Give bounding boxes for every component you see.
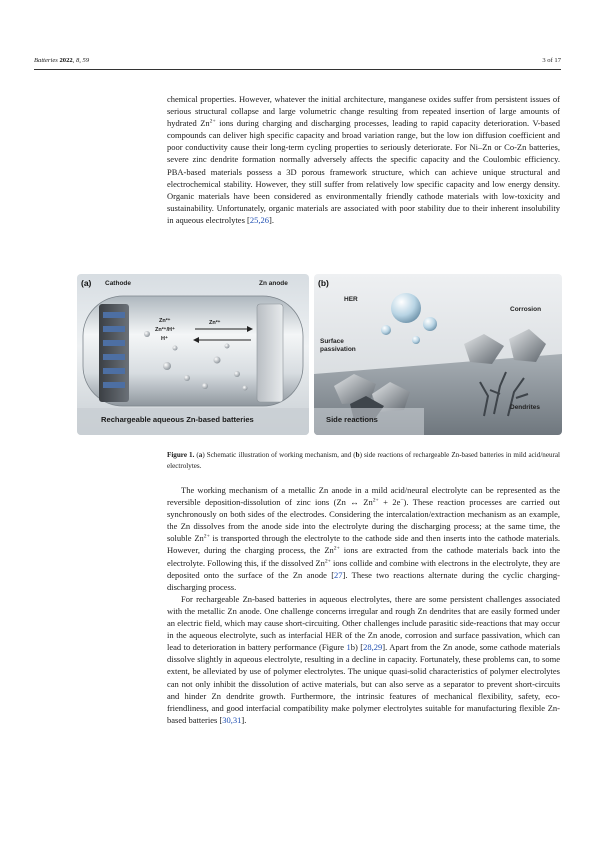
panel-b-label: (b) (318, 278, 329, 288)
panel-a-banner: Rechargeable aqueous Zn-based batteries (101, 415, 254, 424)
battery-schematic-illustration (77, 274, 309, 435)
header-rule (34, 69, 561, 70)
ion-label-zn: Zn²⁺ (159, 318, 171, 324)
corrosion-label: Corrosion (510, 306, 542, 313)
figure-reference-link[interactable]: 1 (346, 642, 351, 653)
dendrites-label: Dendrites (510, 404, 540, 411)
surface-label: Surface (320, 338, 344, 345)
paragraph-working-mechanism: The working mechanism of a metallic Zn anode in a mild acid/neural electrolyte can be represented as the reversible deposition-dissolution of zinc ions (Zn ↔ $Zn^{2+} + 2e^-$). These reaction processes are carried out synchronously on both sides of the electrodes. Considering the intercalation/extraction mechanism as an example, the Zn dissolves from the anode side into the electrolyte during the discharging process; at the same time, the soluble $Zn^{2+}$ is transported through the electrolyte to the cathode side and then inserts into the cathode materials. However, during the charging process, the $Zn^{2+}$ ions are extracted from the cathode materials back into the electrolyte. Following this, if the dissolved $Zn^{2+}$ ions collide and combine with electrons in the electrolyte, they are deposited onto the surface of the Zn anode [27]. These two reactions alternate during the cyclic charging-discharging process. (167, 485, 560, 592)
zn-anode-label: Zn anode (259, 280, 288, 287)
body-text-section (167, 484, 560, 726)
panel-b-banner: Side reactions (326, 415, 378, 424)
paragraph-challenges: For rechargeable Zn-based batteries in aqueous electrolytes, there are some persistent challenges associated with the metallic Zn anode. One challenge concerns irregular and rough Zn dendrites that are easily formed under an electric field, which may cause short-circuiting. Other challenges include parasitic side-reactions that may occur in the aqueous electrolyte, such as interfacial HER of the Zn anode, corrosion and surface passivation, which can lead to deterioration in battery performance (Figure 1b) [28,29]. Apart from the Zn anode, some cathode materials dissolve slightly in aqueous electrolyte, resulting in a decline in capacity. Fortunately, these problems can, to some extent, be alleviated by use of polymer electrolytes. The unique quasi-solid characteristics of polymer electrolytes can not only inhibit the dissolution of active materials, but can also serve as a separator to prevent short-circuits and hinder Zn dendrite growth. Furthermore, the intrinsic features of mechanical flexibility, safety, eco-friendliness, and good interfacial compatibility make polymer electrolytes suitable for manufacturing flexible Zn-based batteries [30,31]. (167, 593, 561, 725)
running-head (34, 57, 561, 67)
ion-label-zn-h: Zn²⁺/H⁺ (155, 327, 175, 333)
ion-label-zn-right: Zn²⁺ (209, 320, 221, 326)
her-label: HER (344, 296, 358, 303)
citation-link[interactable]: 30,31 (222, 714, 242, 725)
ion-label-h: H⁺ (161, 336, 168, 342)
passivation-label: passivation (320, 346, 356, 353)
panel-a-label: (a) (81, 278, 92, 288)
journal-citation: Batteries 2022, 8, 59 (34, 57, 90, 64)
citation-link[interactable]: 25,26 (249, 214, 269, 225)
cathode-label: Cathode (105, 280, 131, 287)
figure-panel-b (314, 274, 562, 435)
figure-1 (77, 274, 562, 435)
citation-link[interactable]: 28,29 (363, 642, 383, 653)
figure-caption: Figure 1. (a) Schematic illustration of working mechanism, and (b) side reactions of rechargeable Zn-based batteries in mild acid/neural electrolytes. (167, 451, 561, 470)
paragraph-cathode-issues: chemical properties. However, whatever the initial architecture, manganese oxides suffer from persistent issues of serious structural collapse and large volumetric change resulting from repeated insertion of large amounts of hydrated $Zn^{2+}$ ions during charging and discharging processes, leading to rapid capacity deterioration. V-based compounds can deliver high specific capacity and broad variation range, but the low ion diffusion coefficient and poor conductivity cause their long-term cycling properties to seriously deteriorate. For Ni–Zn or Co-Zn batteries, severe zinc dendrite formation normally adversely affects the specific capacity and the Coulombic efficiency. PBA-based materials possess a 3D porous framework structure, which can achieve unique structural and electrochemical stability. However, they still suffer from relatively low specific capacity and low energy density. Organic materials have been considered as environmentally friendly cathode materials with low-toxicity and sustainability. Unfortunately, organic materials are associated with poor stability due to their inherent insolubility in aqueous electrolytes [25,26]. (167, 94, 560, 225)
citation-link[interactable]: 27 (334, 569, 343, 580)
page-number: 3 of 17 (542, 57, 561, 64)
figure-panel-a (77, 274, 309, 435)
